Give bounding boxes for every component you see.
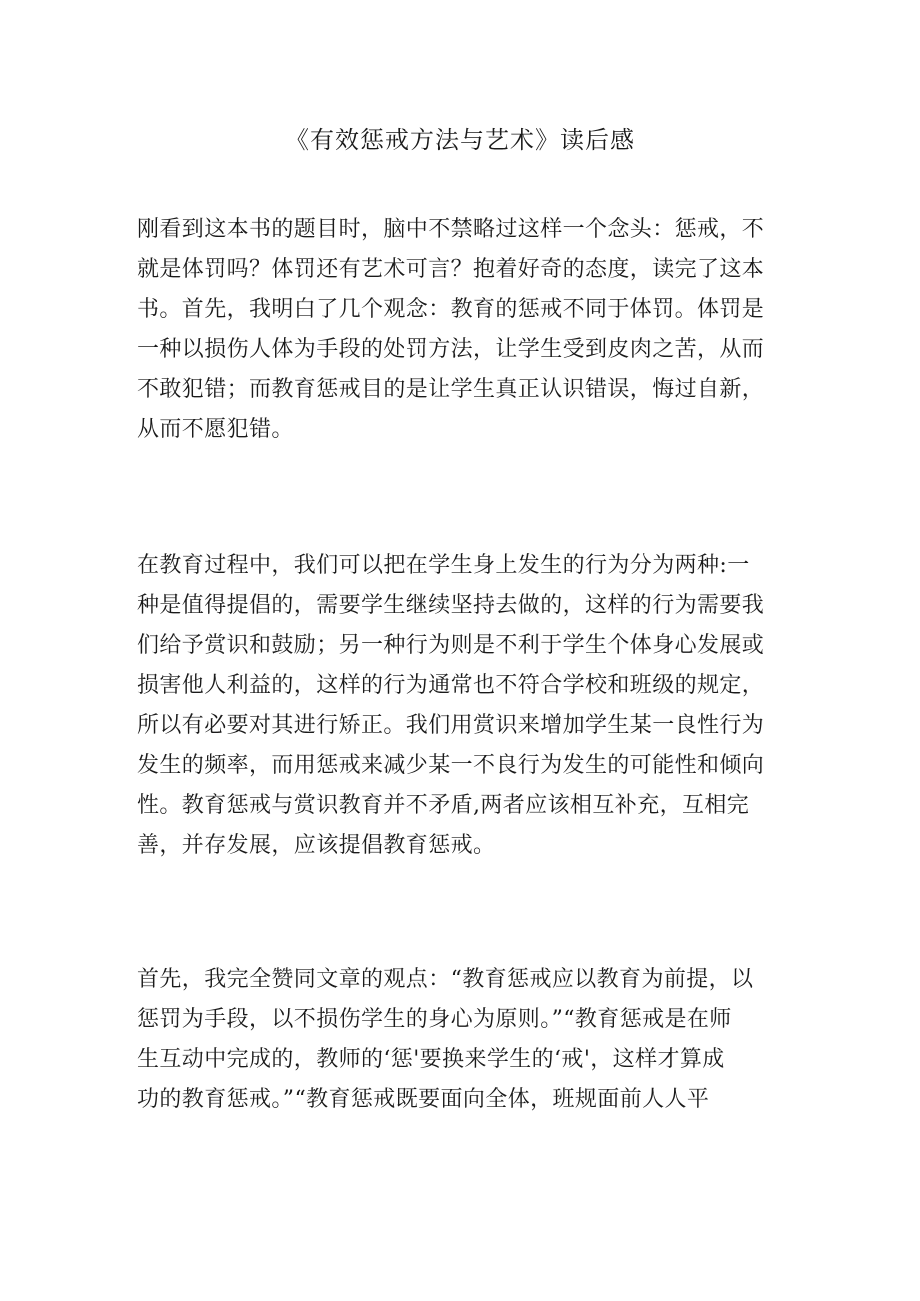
document-title: 《有效惩戒方法与艺术》读后感 <box>285 126 635 154</box>
text-line: 性。教育惩戒与赏识教育并不矛盾,两者应该相互补充，互相完 <box>137 793 750 818</box>
text-line: 损害他人利益的，这样的行为通常也不符合学校和班级的规定， <box>137 673 765 698</box>
text-line: 书。首先，我明白了几个观念：教育的惩戒不同于体罚。体罚是 <box>137 297 765 322</box>
text-line: 首先，我完全赞同文章的观点：“教育惩戒应以教育为前提，以 <box>137 967 754 992</box>
text-line: 惩罚为手段，以不损伤学生的身心为原则。”“教育惩戒是在师 <box>137 1007 732 1032</box>
text-line: 在教育过程中，我们可以把在学生身上发生的行为分为两种:一 <box>137 553 750 578</box>
text-line: 功的教育惩戒。”“教育惩戒既要面向全体，班规面前人人平 <box>137 1087 710 1112</box>
paragraph-2 <box>137 546 797 866</box>
text-line: 不敢犯错；而教育惩戒目的是让学生真正认识错误，悔过自新， <box>137 377 765 402</box>
text-line: 善，并存发展，应该提倡教育惩戒。 <box>137 833 496 858</box>
text-line: 刚看到这本书的题目时，脑中不禁略过这样一个念头：惩戒，不 <box>137 217 765 242</box>
text-line: 种是值得提倡的，需要学生继续坚持去做的，这样的行为需要我 <box>137 593 765 618</box>
text-line: 就是体罚吗？体罚还有艺术可言？抱着好奇的态度，读完了这本 <box>137 257 765 282</box>
text-line: 生互动中完成的，教师的‘惩'要换来学生的‘戒'，这样才算成 <box>137 1047 725 1072</box>
text-line: 从而不愿犯错。 <box>137 417 294 442</box>
text-line: 所以有必要对其进行矫正。我们用赏识来增加学生某一良性行为 <box>137 713 765 738</box>
paragraph-1 <box>137 210 797 450</box>
paragraph-3 <box>137 960 797 1120</box>
text-line: 发生的频率，而用惩戒来减少某一不良行为发生的可能性和倾向 <box>137 753 765 778</box>
text-line: 们给予赏识和鼓励；另一种行为则是不利于学生个体身心发展或 <box>137 633 765 658</box>
text-line: 一种以损伤人体为手段的处罚方法，让学生受到皮肉之苦，从而 <box>137 337 765 362</box>
